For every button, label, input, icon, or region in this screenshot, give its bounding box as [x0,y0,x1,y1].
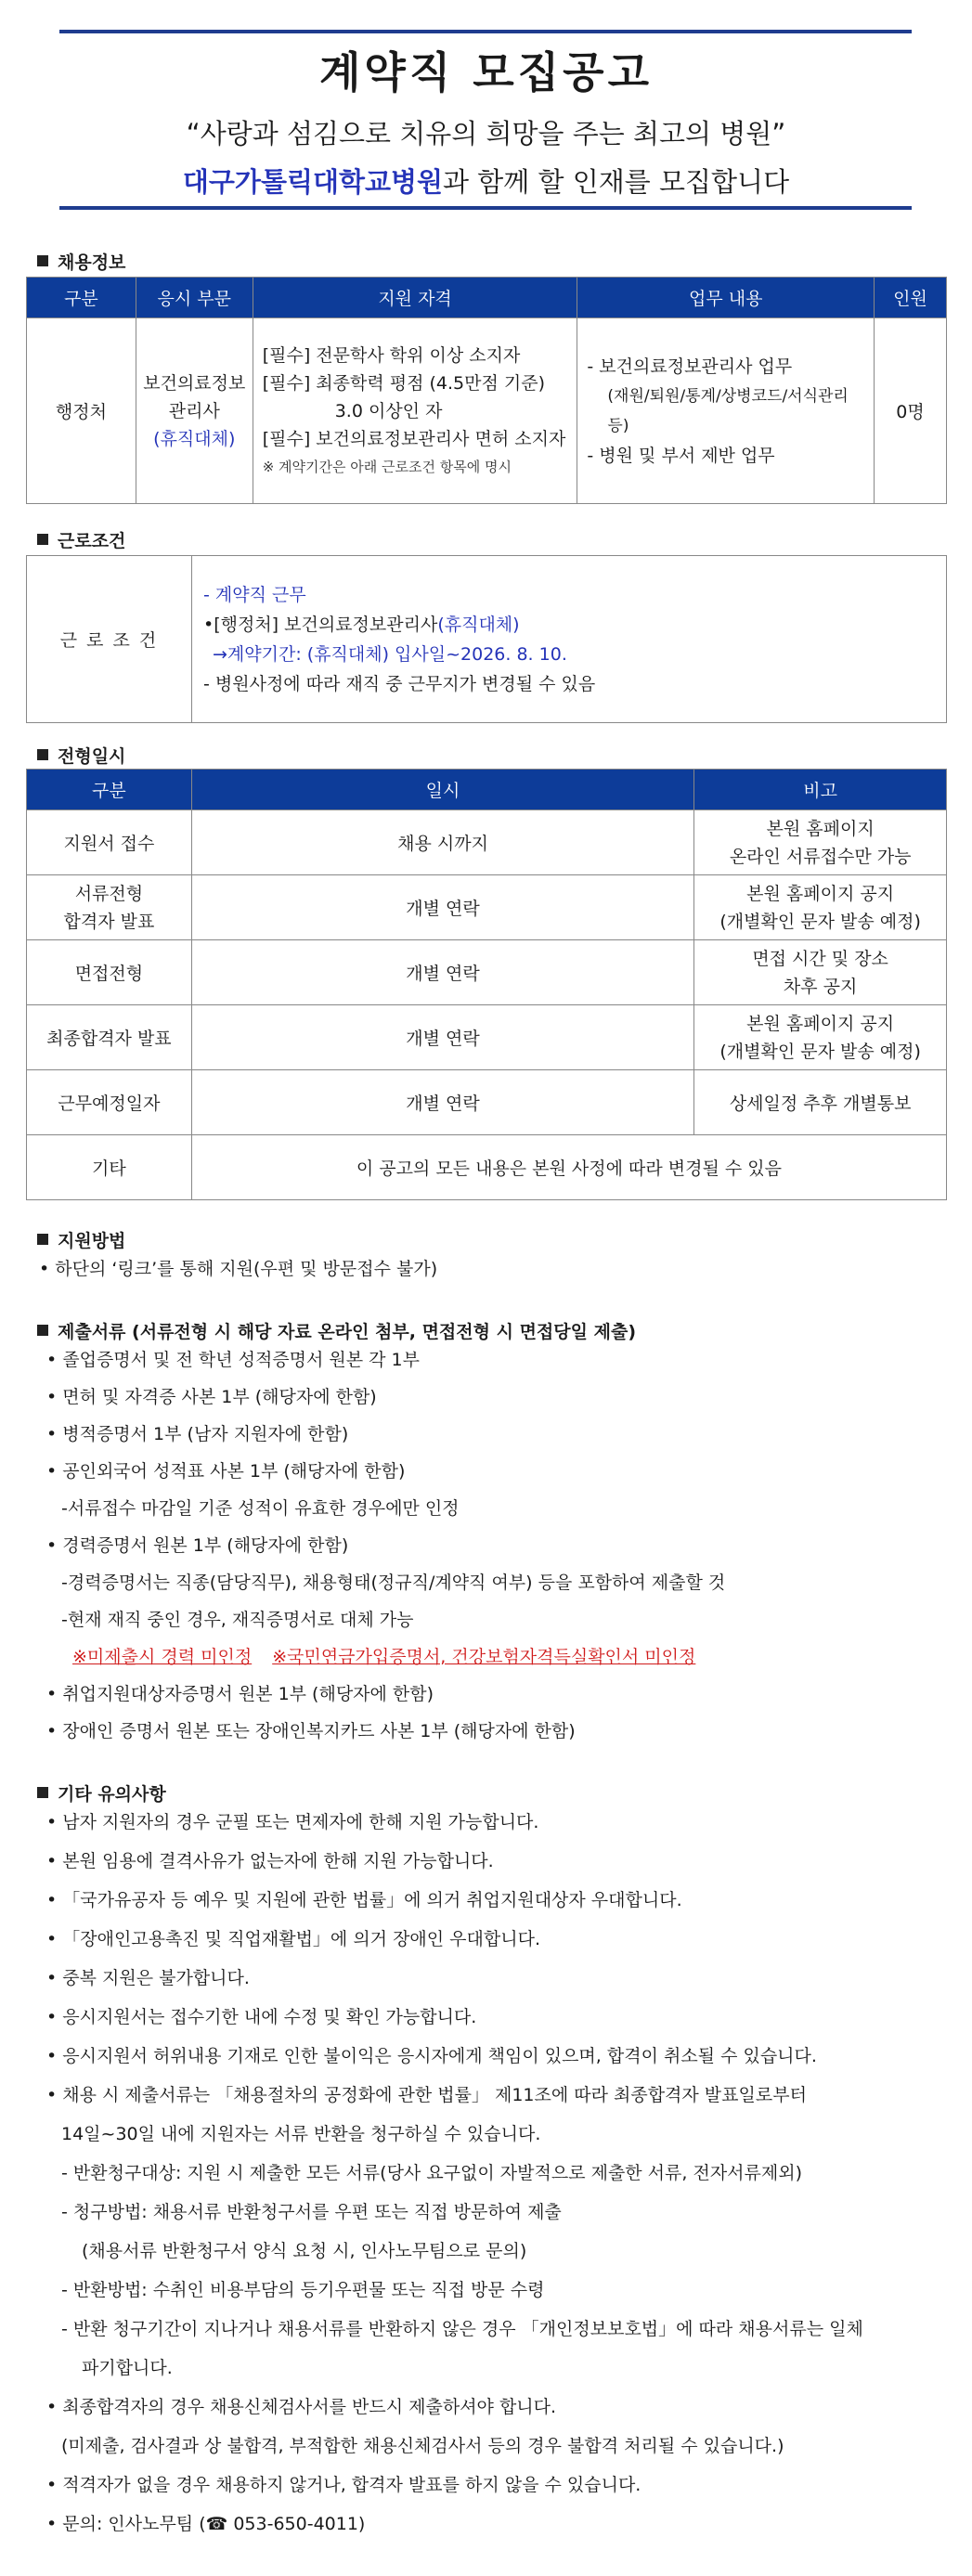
list-item: (채용서류 반환청구서 양식 요청 시, 인사노무팀으로 문의) [82,2241,527,2261]
conditions-content: - 계약직 근무 •[행정처] 보건의료정보관리사(휴직대체) →계약기간: (휴직대체) 입사일~2026. 8. 10. - 병원사정에 따라 재직 중 근무지가 변경될 수 있음 [192,556,947,723]
col-header: 비고 [694,770,947,810]
list-item: • 장애인 증명서 원본 또는 장애인복지카드 사본 1부 (해당자에 한함) [46,1721,576,1741]
list-item: • 적격자가 없을 경우 채용하지 않거나, 합격자 발표를 하지 않을 수 있습니다. [46,2475,642,2495]
col-header: 구분 [27,770,192,810]
list-item: (미제출, 검사결과 상 불합격, 부적합한 채용신체검사서 등의 경우 불합격 처리될 수 있습니다.) [61,2436,784,2456]
col-header: 구분 [27,278,136,318]
square-bullet-icon [37,255,48,266]
list-item: - 반환청구대상: 지원 시 제출한 모든 서류(당사 요구없이 자발적으로 제출한 서류, 전자서류제외) [61,2163,803,2183]
field-cell: 보건의료정보 관리사 (휴직대체) [136,318,253,504]
section-apply: 지원방법 [37,1227,125,1252]
list-item: - 반환방법: 수취인 비용부담의 등기우편물 또는 직접 방문 수령 [61,2280,545,2300]
list-item: - 반환 청구기간이 지나거나 채용서류를 반환하지 않은 경우 「개인정보보호법」에 따라 채용서류는 일체 [61,2319,863,2339]
list-item: • 공인외국어 성적표 사본 1부 (해당자에 한함) [46,1461,406,1482]
table-row: 근무예정일자 개별 연락 상세일정 추후 개별통보 [27,1070,947,1135]
list-item: • 면허 및 자격증 사본 1부 (해당자에 한함) [46,1387,377,1407]
table-row: 면접전형 개별 연락 면접 시간 및 장소 차후 공지 [27,940,947,1005]
apply-text: • 하단의 ‘링크’를 통해 지원(우편 및 방문접수 불가) [39,1259,438,1279]
square-bullet-icon [37,1234,48,1245]
section-notes: 기타 유의사항 [37,1780,166,1806]
list-item: • 중복 지원은 불가합니다. [46,1968,250,1988]
slogan: “사랑과 섬김으로 치유의 희망을 주는 최고의 병원” [186,118,786,149]
recruit-statement [0,162,972,200]
bottom-rule [59,206,912,210]
list-item: • 응시지원서 허위내용 기재로 인한 불이익은 응시자에게 책임이 있으며, 합격이 취소될 수 있습니다. [46,2046,817,2066]
conditions-table [26,555,947,723]
list-item: 파기합니다. [82,2358,173,2378]
conditions-label: 근 로 조 건 [27,556,192,723]
list-item: • 최종합격자의 경우 채용신체검사서를 반드시 제출하셔야 합니다. [46,2397,557,2417]
list-item: • 본원 임용에 결격사유가 없는자에 한해 지원 가능합니다. [46,1851,494,1871]
col-header: 인원 [875,278,947,318]
warning-line: ※미제출시 경력 미인정 ※국민연금가입증명서, 건강보험자격득실확인서 미인정 [72,1647,696,1667]
schedule-table [26,769,947,1200]
col-header: 응시 부문 [136,278,253,318]
section-recruit-info: 채용정보 [37,249,125,274]
square-bullet-icon [37,1787,48,1798]
page-title: 계약직 모집공고 [318,47,654,97]
category-cell: 행정처 [27,318,136,504]
table-row: 기타 이 공고의 모든 내용은 본원 사정에 따라 변경될 수 있음 [27,1135,947,1200]
top-rule [59,30,912,33]
table-row: 서류전형 합격자 발표 개별 연락 본원 홈페이지 공지 (개별확인 문자 발송 예정) [27,875,947,940]
table-row: 지원서 접수 채용 시까지 본원 홈페이지 온라인 서류접수만 가능 [27,810,947,875]
col-header: 일시 [191,770,693,810]
list-item: • 병적증명서 1부 (남자 지원자에 한함) [46,1424,349,1444]
table-row: 최종합격자 발표 개별 연락 본원 홈페이지 공지 (개별확인 문자 발송 예정) [27,1005,947,1070]
recruit-text: 과 함께 할 인재를 모집합니다 [443,166,790,198]
square-bullet-icon [37,1325,48,1336]
list-item: • 「국가유공자 등 예우 및 지원에 관한 법률」에 의거 취업지원대상자 우대합니다. [46,1890,682,1910]
list-item: -서류접수 마감일 기준 성적이 유효한 경우에만 인정 [61,1498,460,1519]
list-item: • 채용 시 제출서류는 「채용절차의 공정화에 관한 법률」 제11조에 따라 최종합격자 발표일로부터 [46,2085,807,2105]
list-item: • 남자 지원자의 경우 군필 또는 면제자에 한해 지원 가능합니다. [46,1812,539,1832]
list-item: • 경력증명서 원본 1부 (해당자에 한함) [46,1535,349,1556]
list-item: • 「장애인고용촉진 및 직업재활법」에 의거 장애인 우대합니다. [46,1929,540,1949]
list-item: • 졸업증명서 및 전 학년 성적증명서 원본 각 1부 [46,1350,420,1370]
square-bullet-icon [37,534,48,545]
list-item: • 취업지원대상자증명서 원본 1부 (해당자에 한함) [46,1684,434,1704]
section-schedule: 전형일시 [37,743,125,768]
recruit-table [26,277,947,504]
list-item: -경력증명서는 직종(담당직무), 채용형태(정규직/계약직 여부) 등을 포함하여 제출할 것 [61,1573,726,1593]
section-conditions: 근로조건 [37,527,125,552]
list-item: • 응시지원서는 접수기한 내에 수정 및 확인 가능합니다. [46,2007,477,2027]
hospital-name: 대구가톨릭대학교병원 [182,166,444,198]
col-header: 업무 내용 [577,278,875,318]
list-item: -현재 재직 중인 경우, 재직증명서로 대체 가능 [61,1610,414,1630]
qualification-cell: [필수] 전문학사 학위 이상 소지자 [필수] 최종학력 평점 (4.5만점 기준) 3.0 이상인 자 [필수] 보건의료정보관리사 면허 소지자 ※ 계약기간은 아래 근로조건 항목에 명시 [253,318,577,504]
duty-cell: - 보건의료정보관리사 업무 (재원/퇴원/통계/상병코드/서식관리 등) - 병원 및 부서 제반 업무 [577,318,875,504]
headcount-cell: 0명 [875,318,947,504]
col-header: 지원 자격 [253,278,577,318]
list-item: - 청구방법: 채용서류 반환청구서를 우편 또는 직접 방문하여 제출 [61,2202,562,2222]
list-item: 14일~30일 내에 지원자는 서류 반환을 청구하실 수 있습니다. [61,2124,541,2144]
square-bullet-icon [37,749,48,760]
section-documents: 제출서류 (서류전형 시 해당 자료 온라인 첨부, 면접전형 시 면접당일 제출) [37,1318,636,1343]
contact-line: • 문의: 인사노무팀 (☎ 053-650-4011) [46,2514,366,2534]
